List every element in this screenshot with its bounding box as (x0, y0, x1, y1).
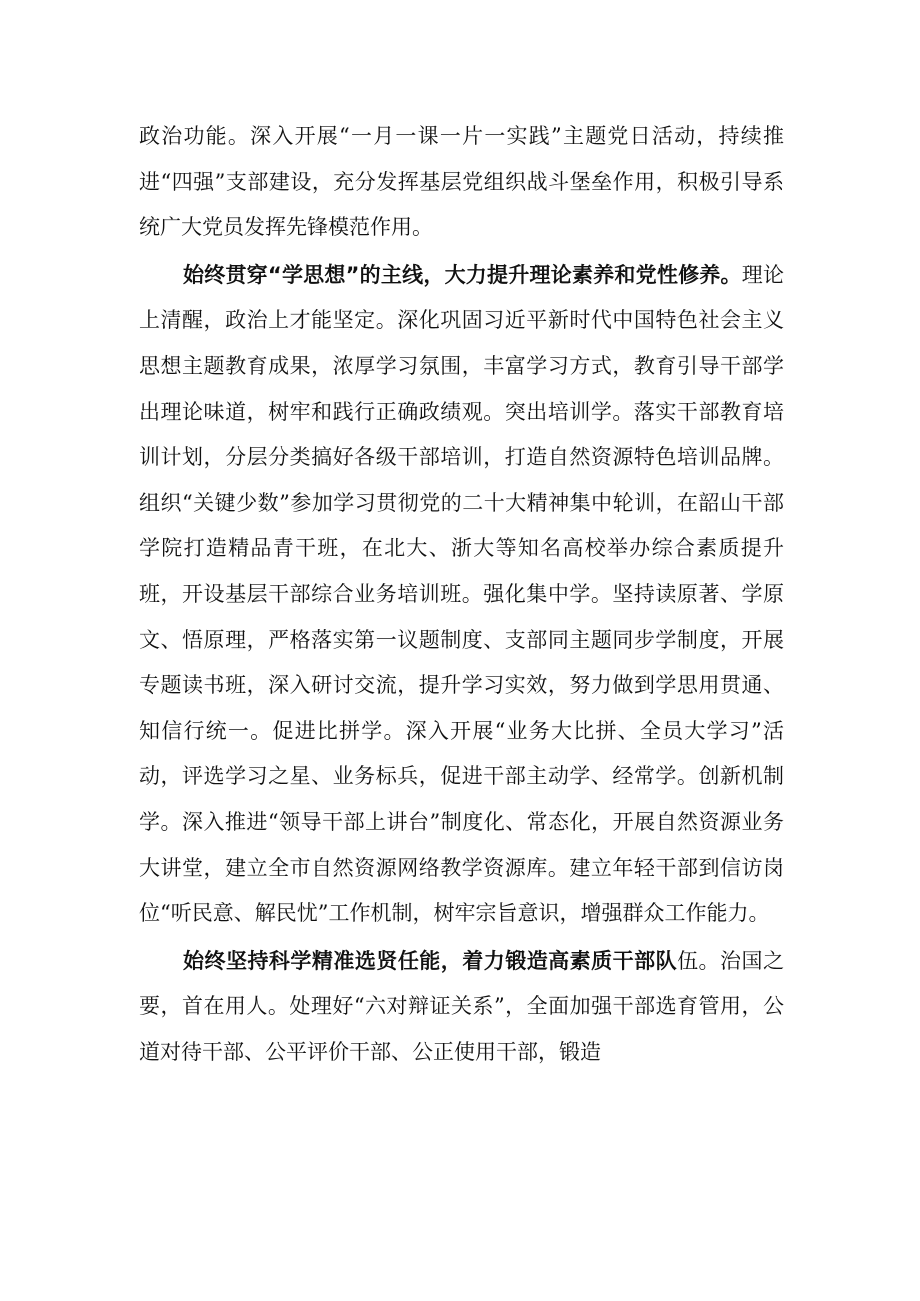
paragraph-3-body: 伍。治国之要，首在用人。处理好“六对辩证关系”，全面加强干部选育管用，公道对待干部、公平评价干部、公正使用干部，锻造 (139, 948, 785, 1064)
paragraph-3 (139, 939, 784, 1076)
paragraph-2-body: 理论上清醒，政治上才能坚定。深化巩固习近平新时代中国特色社会主义思想主题教育成果，浓厚学习氛围，丰富学习方式，教育引导干部学出理论味道，树牢和践行正确政绩观。突出培训学。落实干部教育培训计划，分层分类搞好各级干部培训，打造自然资源特色培训品牌。组织“关键少数”参加学习贯彻党的二十大精神集中轮训，在韶山干部学院打造精品青干班，在北大、浙大等知名高校举办综合素质提升班，开设基层干部综合业务培训班。强化集中学。坚持读原著、学原文、悟原理，严格落实第一议题制度、支部同主题同步学制度，开展专题读书班，深入研讨交流，提升学习实效，努力做到学思用贯通、知信行统一。促进比拼学。深入开展“业务大比拼、全员大学习”活动，评选学习之星、业务标兵，促进干部主动学、经常学。创新机制学。深入推进“领导干部上讲台”制度化、常态化，开展自然资源业务大讲堂，建立全市自然资源网络教学资源库。建立年轻干部到信访岗位“听民意、解民忧”工作机制，树牢宗旨意识，增强群众工作能力。 (139, 262, 784, 926)
paragraph-3-heading: 始终坚持科学精准选贤任能，着力锻造高素质干部队 (183, 948, 678, 973)
paragraph-2-heading: 始终贯穿“学思想”的主线，大力提升理论素养和党性修养。 (183, 262, 742, 287)
document-page (139, 114, 784, 1075)
paragraph-1-body: 政治功能。深入开展“一月一课一片一实践”主题党日活动，持续推进“四强”支部建设，充分发挥基层党组织战斗堡垒作用，积极引导系统广大党员发挥先锋模范作用。 (139, 124, 784, 240)
paragraph-1 (139, 114, 784, 251)
paragraph-2 (139, 253, 784, 937)
